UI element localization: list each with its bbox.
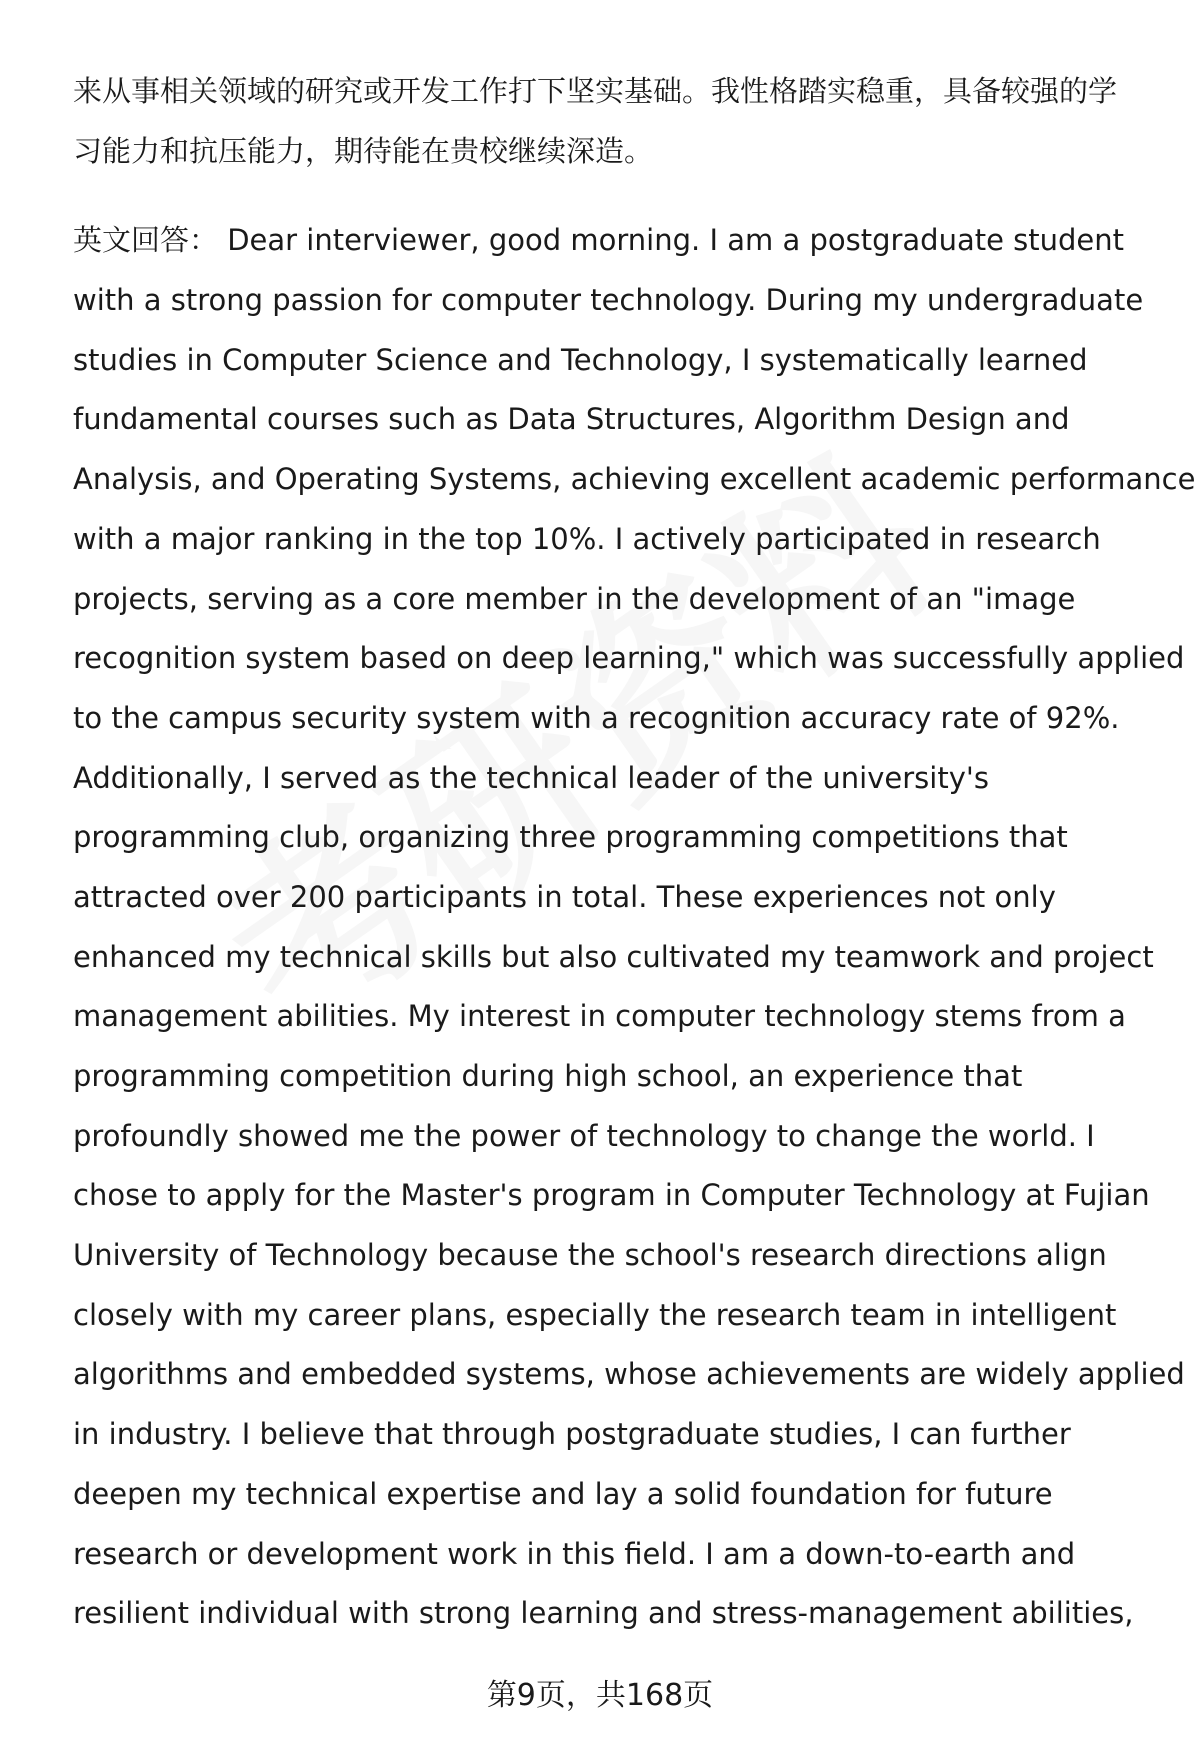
text-line: research or development work in this field. I am a down-to-earth and	[73, 1536, 1076, 1571]
text-line: resilient individual with strong learning and stress-management abilities,	[73, 1596, 1134, 1631]
page-number-footer: 第9页，共168页	[486, 1678, 714, 1713]
text-line: Additionally, I served as the technical leader of the university's	[73, 760, 989, 795]
text-line: 来从事相关领域的研究或开发工作打下坚实基础。我性格踏实稳重，具备较强的学	[73, 74, 1118, 108]
text-line: projects, serving as a core member in the development of an "image	[73, 581, 1076, 616]
text-line: programming club, organizing three programming competitions that	[73, 820, 1068, 855]
text-line: 英文回答： Dear interviewer, good morning. I am a postgraduate student	[73, 223, 1125, 258]
text-line: programming competition during high school, an experience that	[73, 1059, 1023, 1093]
text-line: Analysis, and Operating Systems, achieving excellent academic performance	[73, 462, 1196, 497]
text-line: enhanced my technical skills but also cultivated my teamwork and project	[73, 939, 1154, 974]
text-line: closely with my career plans, especially the research team in intelligent	[73, 1297, 1117, 1332]
text-line: with a major ranking in the top 10%. I actively participated in research	[73, 521, 1101, 556]
paragraph-spacer	[73, 181, 1153, 211]
text-line: University of Technology because the school's research directions align	[73, 1238, 1107, 1273]
text-line: deepen my technical expertise and lay a solid foundation for future	[73, 1476, 1053, 1511]
text-line: management abilities. My interest in computer technology stems from a	[73, 999, 1126, 1034]
text-line: profoundly showed me the power of technology to change the world. I	[73, 1118, 1095, 1153]
text-line: fundamental courses such as Data Structures, Algorithm Design and	[73, 402, 1070, 437]
text-line: 习能力和抗压能力，期待能在贵校继续深造。	[73, 133, 654, 168]
text-line: recognition system based on deep learning," which was successfully applied	[73, 641, 1185, 676]
paragraph-english-answer	[73, 211, 1196, 1644]
text-line: attracted over 200 participants in total. These experiences not only	[73, 879, 1056, 914]
text-line: with a strong passion for computer technology. During my undergraduate	[73, 283, 1144, 318]
text-line: in industry. I believe that through postgraduate studies, I can further	[73, 1417, 1071, 1452]
text-line: to the campus security system with a recognition accuracy rate of 92%.	[73, 700, 1120, 735]
text-line: algorithms and embedded systems, whose achievements are widely applied	[73, 1357, 1185, 1392]
text-line: studies in Computer Science and Technology, I systematically learned	[73, 342, 1088, 377]
paragraph-chinese-answer-end	[73, 62, 1153, 181]
page-content	[73, 62, 1196, 1644]
text-line: chose to apply for the Master's program in Computer Technology at Fujian	[73, 1178, 1150, 1213]
